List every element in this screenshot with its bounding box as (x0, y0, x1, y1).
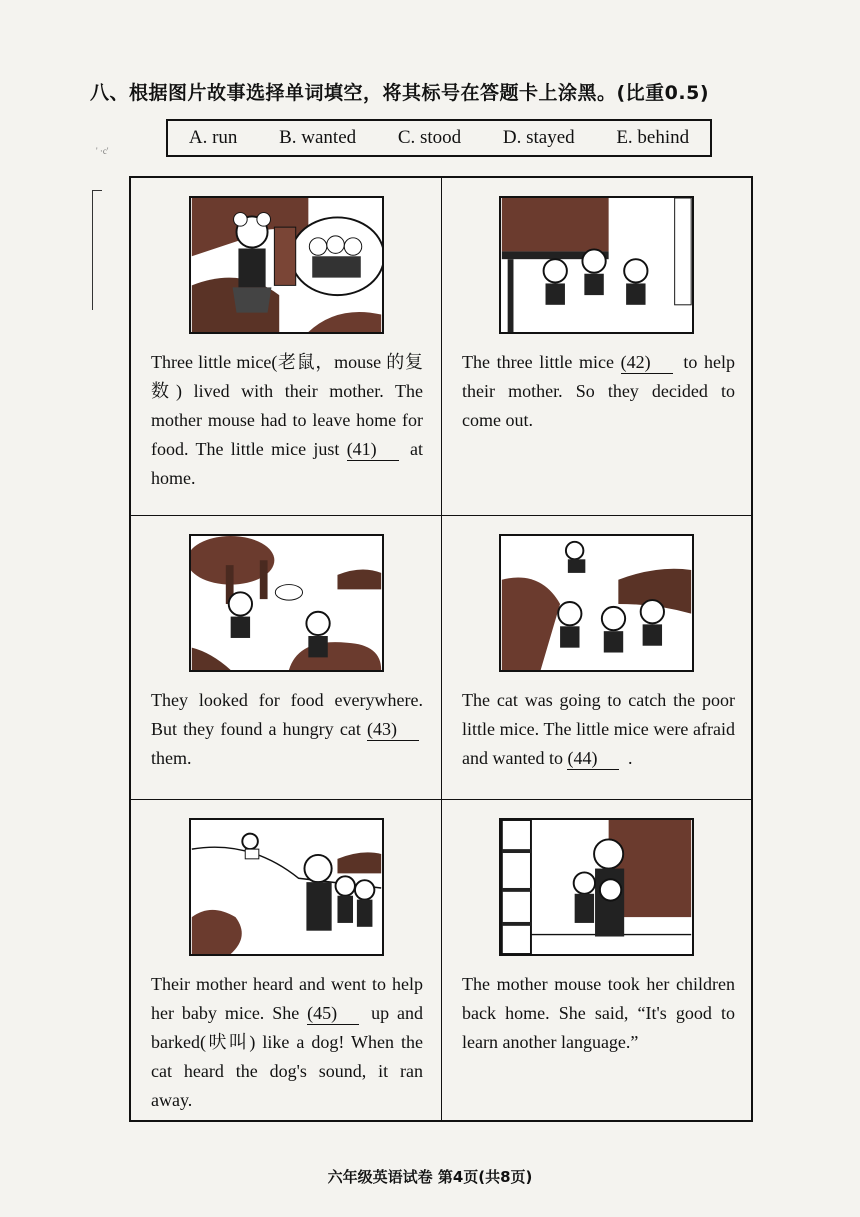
word-option-c: C. stood (397, 127, 462, 148)
story-grid (129, 176, 753, 1122)
story-panel-4 (442, 516, 753, 800)
section-heading: 八、根据图片故事选择单词填空，将其标号在答题卡上涂黑。(比重0.5) (90, 82, 710, 104)
story-picture-6 (499, 818, 694, 956)
story-text-before: The three little mice (462, 352, 614, 372)
story-text-before: Three little mice(老鼠，mouse 的复数) lived with their mother. The mother mouse had to leave home for food. The little mice just (151, 352, 423, 459)
story-panel-6 (442, 800, 753, 1120)
answer-blank-41: (41) (347, 438, 399, 461)
answer-blank-43: (43) (367, 718, 419, 741)
story-text-2 (462, 348, 735, 435)
word-option-d: D. stayed (502, 127, 575, 148)
story-picture-2 (499, 196, 694, 334)
story-panel-2 (442, 178, 753, 516)
margin-line (92, 190, 93, 310)
word-option-a: A. run (188, 127, 238, 148)
answer-blank-44: (44) (567, 747, 619, 770)
story-text-1 (151, 348, 423, 493)
story-panel-5 (131, 800, 442, 1120)
story-picture-5 (189, 818, 384, 956)
story-text-after: at home. (151, 439, 423, 488)
story-text-before: The mother mouse took her children back home. She said, “It's good to learn another language.” (462, 974, 735, 1052)
story-text-after: . (627, 748, 633, 768)
word-bank (166, 119, 712, 157)
story-text-4 (462, 686, 735, 773)
story-text-6 (462, 970, 735, 1057)
story-panel-1 (131, 178, 442, 516)
story-text-after: them. (151, 748, 192, 768)
answer-blank-45: (45) (307, 1002, 359, 1025)
story-text-before: The cat was going to catch the poor little mice. The little mice were afraid and wanted to (462, 690, 735, 768)
story-text-after: to help their mother. So they decided to come out. (462, 352, 736, 430)
story-text-before: They looked for food everywhere. But they found a hungry cat (151, 690, 423, 739)
margin-line-tick (92, 190, 102, 191)
word-option-b: B. wanted (279, 127, 357, 148)
story-picture-4 (499, 534, 694, 672)
story-panel-3 (131, 516, 442, 800)
page-footer: 六年级英语试卷 第4页(共8页) (327, 1168, 533, 1186)
story-text-before: Their mother heard and went to help her baby mice. She (151, 974, 423, 1023)
margin-mark: ' ·c' (96, 146, 109, 156)
word-option-e: E. behind (616, 127, 690, 148)
answer-blank-42: (42) (621, 351, 673, 374)
story-text-5 (151, 970, 423, 1115)
story-text-after: up and barked(吠叫) like a dog! When the cat heard the dog's sound, it ran away. (151, 1003, 424, 1110)
story-text-3 (151, 686, 423, 773)
story-picture-1 (189, 196, 384, 334)
story-picture-3 (189, 534, 384, 672)
